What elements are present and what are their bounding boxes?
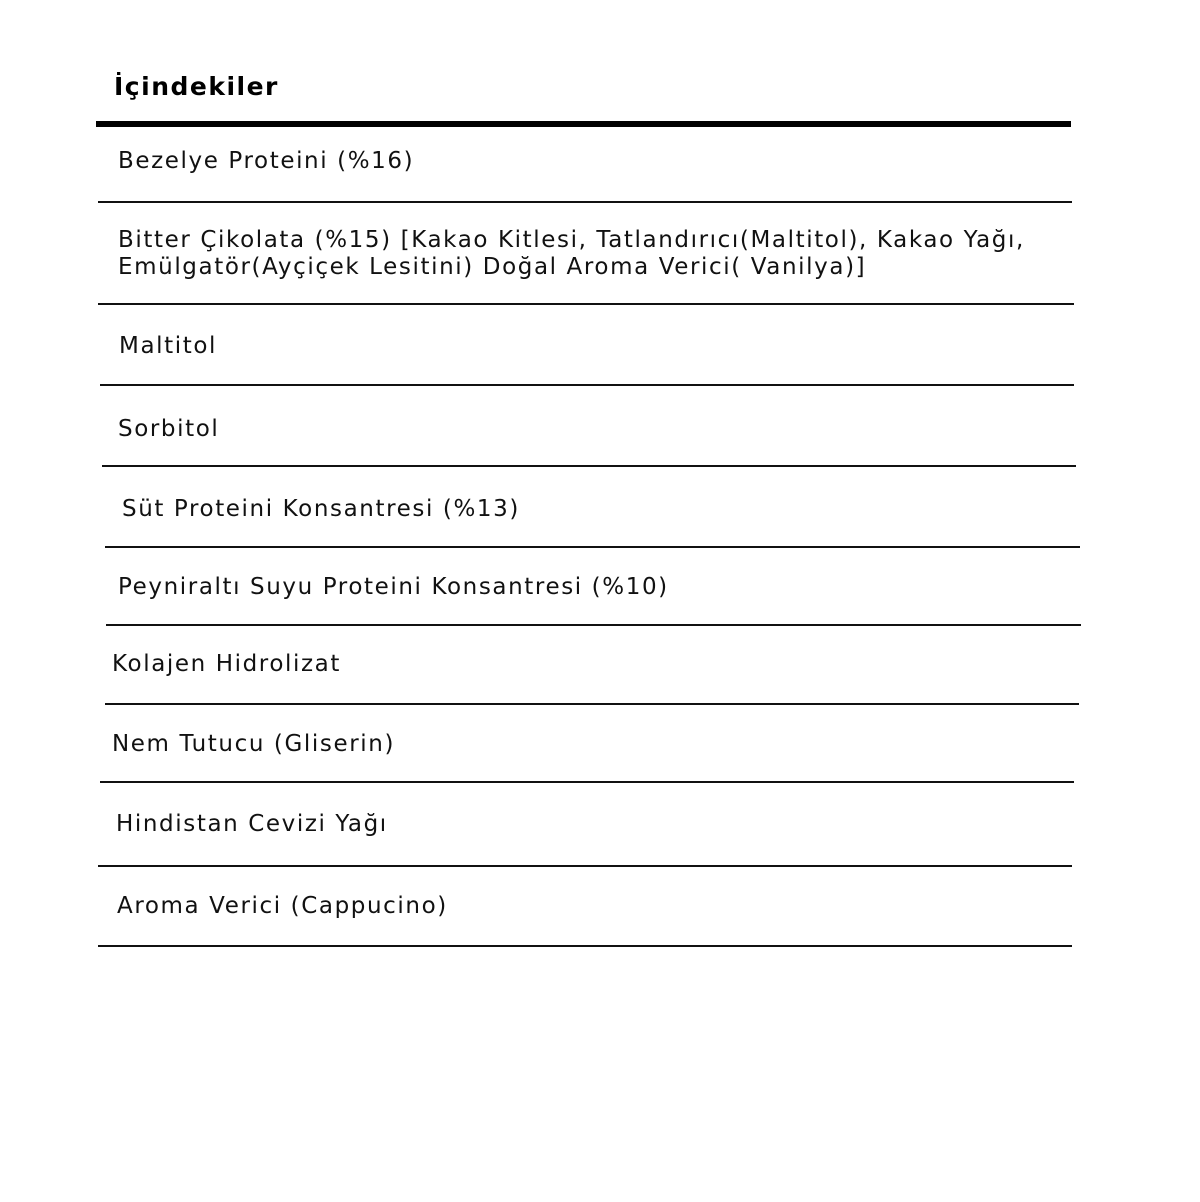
ingredient-item: Nem Tutucu (Gliserin) <box>112 731 396 757</box>
row-divider <box>100 384 1074 386</box>
ingredients-title: İçindekiler <box>114 72 279 101</box>
ingredient-item: Aroma Verici (Cappucino) <box>117 893 448 919</box>
ingredient-line: Bitter Çikolata (%15) [Kakao Kitlesi, Tatlandırıcı(Maltitol), Kakao Yağı, <box>118 227 1025 253</box>
row-divider <box>100 781 1074 783</box>
ingredient-item: Peyniraltı Suyu Proteini Konsantresi (%10) <box>118 574 669 600</box>
ingredient-item: Maltitol <box>119 333 218 359</box>
ingredient-item: Hindistan Cevizi Yağı <box>116 811 388 837</box>
row-divider <box>106 624 1081 626</box>
ingredient-line: Emülgatör(Ayçiçek Lesitini) Doğal Aroma Verici( Vanilya)] <box>118 254 867 280</box>
row-divider <box>105 546 1080 548</box>
row-divider <box>98 201 1072 203</box>
row-divider <box>98 303 1074 305</box>
row-divider <box>102 465 1076 467</box>
title-underline <box>96 121 1071 127</box>
ingredient-item: Bezelye Proteini (%16) <box>118 148 415 174</box>
ingredient-item: Süt Proteini Konsantresi (%13) <box>122 496 520 522</box>
row-divider <box>98 865 1072 867</box>
row-divider <box>98 945 1072 947</box>
ingredient-item: Sorbitol <box>118 416 220 442</box>
ingredient-item: Kolajen Hidrolizat <box>112 651 341 677</box>
row-divider <box>105 703 1079 705</box>
